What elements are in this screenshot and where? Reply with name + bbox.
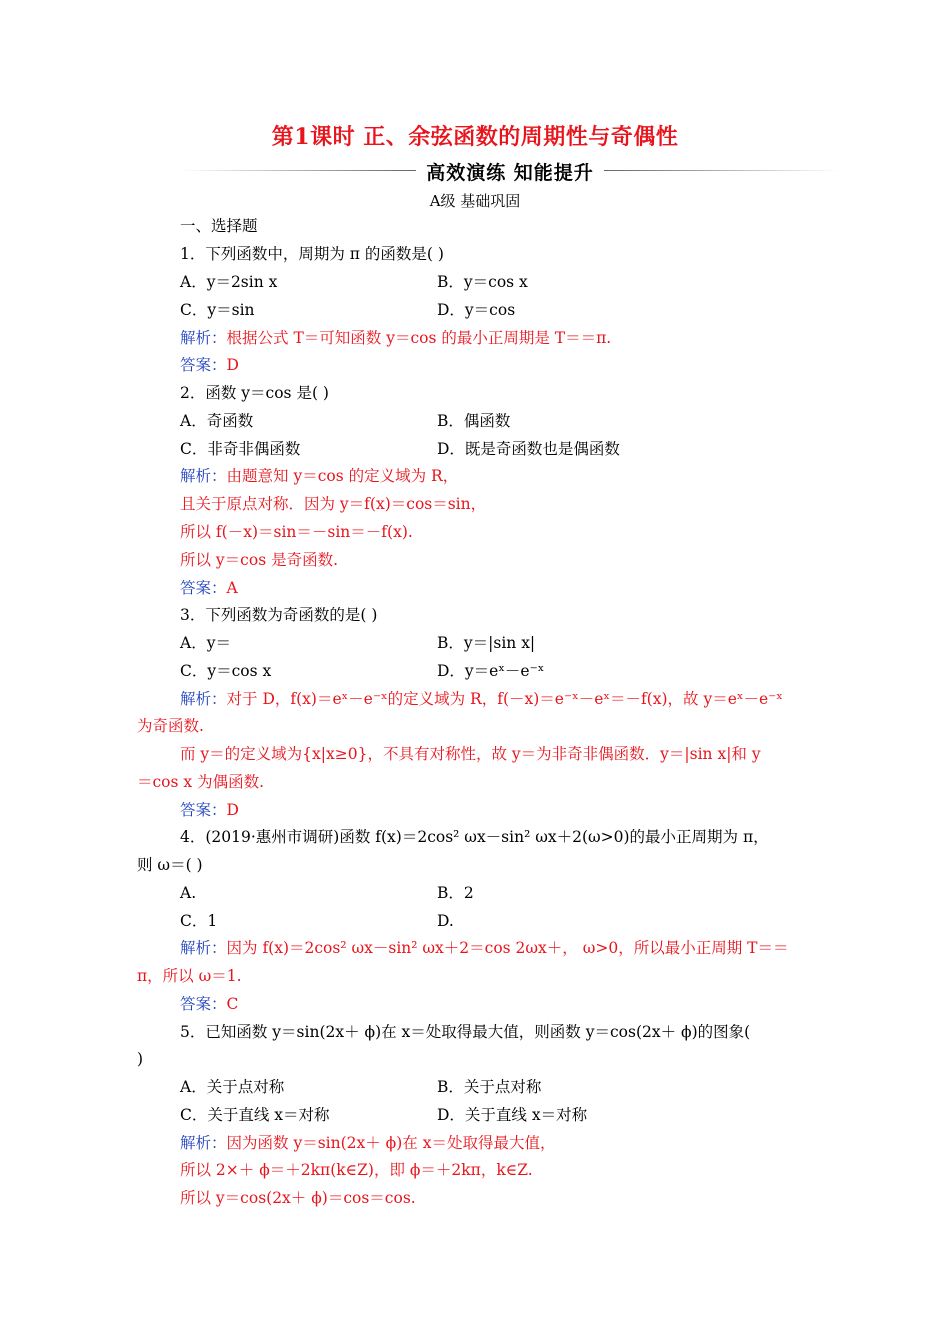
q1-option-c: C．y＝sin <box>180 301 255 319</box>
q1-analysis <box>180 328 611 348</box>
q3-answer-value: D <box>226 801 239 819</box>
q5-analysis-text-1: 因为函数 y＝sin(2x＋ ϕ)在 x＝处取得最大值， <box>226 1134 556 1152</box>
answer-label: 答案： <box>180 995 227 1013</box>
q2-option-d: D．既是奇函数也是偶函数 <box>437 440 620 458</box>
q5-analysis-line-2: 所以 2×＋ ϕ＝＋2kπ(k∈Z)，即 ϕ＝＋2kπ，k∈Z. <box>180 1161 533 1179</box>
q3-option-b: B．y＝|sin x| <box>437 634 536 652</box>
q1-option-b: B．y＝cos x <box>437 273 528 291</box>
analysis-label: 解析： <box>180 939 227 957</box>
q2-analysis-text-1: 由题意知 y＝cos 的定义域为 R， <box>226 467 459 485</box>
q4-option-a: A. <box>180 884 197 902</box>
q4-option-d: D. <box>437 912 454 930</box>
answer-label: 答案： <box>180 801 227 819</box>
q2-stem: 2．函数 y＝cos 是( ) <box>180 384 329 402</box>
analysis-label: 解析： <box>180 1134 227 1152</box>
section-heading: 一、选择题 <box>180 217 258 235</box>
q3-answer <box>180 800 239 820</box>
q3-analysis-line-4: ＝cos x 为偶函数. <box>137 773 264 791</box>
q4-answer <box>180 994 238 1014</box>
analysis-label: 解析： <box>180 467 227 485</box>
q4-stem-line-2: 则 ω＝( ) <box>137 856 203 874</box>
q3-option-c: C．y＝cos x <box>180 662 272 680</box>
q1-answer-value: D <box>226 356 239 374</box>
q4-answer-value: C <box>226 995 239 1013</box>
q3-stem: 3．下列函数为奇函数的是( ) <box>180 606 378 624</box>
q5-option-a: A．关于点对称 <box>180 1078 285 1096</box>
q5-stem-line-1: 5．已知函数 y＝sin(2x＋ ϕ)在 x＝处取得最大值，则函数 y＝cos(2x＋ ϕ)的图象( <box>180 1023 751 1041</box>
q4-stem-line-1: 4．(2019·惠州市调研)函数 f(x)＝2cos² ωx－sin² ωx＋2(ω>0)的最小正周期为 π， <box>180 828 769 846</box>
q1-stem: 1．下列函数中，周期为 π 的函数是( ) <box>180 245 444 263</box>
analysis-label: 解析： <box>180 329 227 347</box>
q5-analysis <box>180 1133 555 1153</box>
answer-label: 答案： <box>180 579 227 597</box>
q3-analysis-text-1: 对于 D，f(x)＝eˣ－e⁻ˣ的定义域为 R，f(－x)＝e⁻ˣ－eˣ＝－f(x)，故 y＝eˣ－e⁻ˣ <box>226 690 783 708</box>
q2-analysis <box>180 466 458 486</box>
q2-analysis-line-2: 且关于原点对称．因为 y＝f(x)＝cos＝sin， <box>180 495 487 513</box>
analysis-label: 解析： <box>180 690 227 708</box>
level-heading: A级 基础巩固 <box>429 192 521 210</box>
q5-analysis-line-3: 所以 y＝cos(2x＋ ϕ)＝cos＝cos. <box>180 1189 416 1207</box>
q5-option-d: D．关于直线 x＝对称 <box>437 1106 588 1124</box>
q4-option-b: B．2 <box>437 884 474 902</box>
q2-option-a: A．奇函数 <box>180 412 254 430</box>
q2-answer <box>180 578 238 598</box>
q4-analysis-text-1: 因为 f(x)＝2cos² ωx－sin² ωx＋2＝cos 2ωx＋， ω>0，所以最小正周期 T＝＝ <box>226 939 789 957</box>
q1-analysis-text: 根据公式 T＝可知函数 y＝cos 的最小正周期是 T＝＝π. <box>226 329 612 347</box>
q3-option-d: D．y＝eˣ－e⁻ˣ <box>437 662 545 680</box>
subtitle-row <box>180 158 840 184</box>
page-title: 第1课时 正、余弦函数的周期性与奇偶性 <box>271 124 679 150</box>
q4-analysis <box>180 938 788 958</box>
q2-option-c: C．非奇非偶函数 <box>180 440 301 458</box>
q5-option-b: B．关于点对称 <box>437 1078 542 1096</box>
q2-analysis-line-3: 所以 f(－x)＝sin＝－sin＝－f(x). <box>180 523 413 541</box>
q5-stem-line-2: ) <box>137 1050 144 1068</box>
q3-analysis-line-2: 为奇函数. <box>137 717 204 735</box>
answer-label: 答案： <box>180 356 227 374</box>
q1-answer <box>180 355 239 375</box>
q2-option-b: B．偶函数 <box>437 412 511 430</box>
q2-analysis-line-4: 所以 y＝cos 是奇函数. <box>180 551 339 569</box>
q1-option-d: D．y＝cos <box>437 301 516 319</box>
q3-analysis <box>180 689 783 709</box>
q5-option-c: C．关于直线 x＝对称 <box>180 1106 330 1124</box>
q1-option-a: A．y＝2sin x <box>180 273 278 291</box>
q3-analysis-line-3: 而 y＝的定义域为{x|x≥0}，不具有对称性，故 y＝为非奇非偶函数．y＝|sin x|和 y <box>180 745 761 763</box>
subtitle: 高效演练 知能提升 <box>426 162 594 184</box>
q3-option-a: A．y＝ <box>180 634 231 652</box>
q4-analysis-line-2: π，所以 ω＝1. <box>137 967 242 985</box>
q4-option-c: C．1 <box>180 912 218 930</box>
q2-answer-value: A <box>226 579 238 597</box>
